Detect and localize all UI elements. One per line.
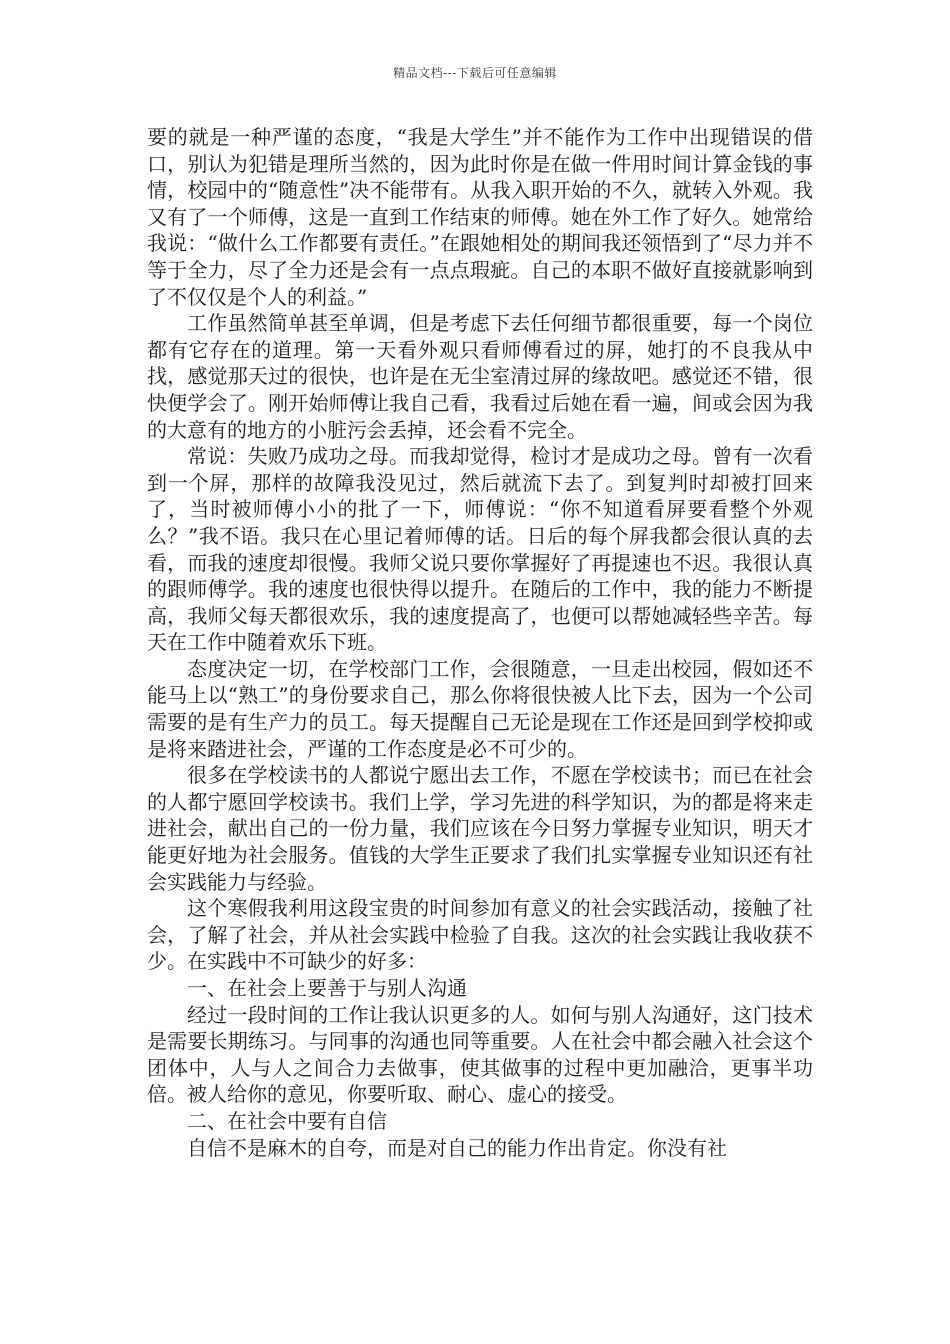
- paragraph: 工作虽然简单甚至单调，但是考虑下去任何细节都很重要，每一个岗位都有它存在的道理。第一天看外观只看师傅看过的屏，她打的不良我从中找，感觉那天过的很快，也许是在无尘室清过屏的缘故吧。感觉还不错，很快便学会了。刚开始师傅让我自己看，我看过后她在看一遍，间或会因为我的大意有的地方的小脏污会丢掉，还会看不完全。: [147, 311, 813, 442]
- paragraph: 态度决定一切，在学校部门工作，会很随意，一旦走出校园，假如还不能马上以“熟工”的身份要求自己，那么你将很快被人比下去，因为一个公司需要的是有生产力的员工。每天提醒自己无论是现在工作还是回到学校抑或是将来踏进社会，严谨的工作态度是必不可少的。: [147, 656, 813, 761]
- paragraph: 很多在学校读书的人都说宁愿出去工作，不愿在学校读书；而已在社会的人都宁愿回学校读书。我们上学，学习先进的科学知识，为的都是将来走进社会，献出自己的一份力量，我们应该在今日努力掌握专业知识，明天才能更好地为社会服务。值钱的大学生正要求了我们扎实掌握专业知识还有社会实践能力与经验。: [147, 763, 813, 894]
- section-heading: 二、在社会中要有自信: [187, 1108, 387, 1133]
- paragraph: 自信不是麻木的自夸，而是对自己的能力作出肯定。你没有社: [187, 1135, 727, 1160]
- paragraph: 要的就是一种严谨的态度，“我是大学生”并不能作为工作中出现错误的借口，别认为犯错是理所当然的，因为此时你是在做一件用时间计算金钱的事情，校园中的“随意性”决不能带有。从我入职开始的不久，就转入外观。我又有了一个师傅，这是一直到工作结束的师傅。她在外工作了好久。她常给我说：“做什么工作都要有责任。”在跟她相处的期间我还领悟到了“尽力并不等于全力，尽了全力还是会有一点点瑕疵。自己的本职不做好直接就影响到了不仅仅是个人的利益。”: [147, 125, 813, 309]
- paragraph: 常说：失败乃成功之母。而我却觉得，检讨才是成功之母。曾有一次看到一个屏，那样的故障我没见过，然后就流下去了。到复判时却被打回来了，当时被师傅小小的批了一下，师傅说：“你不知道看屏要看整个外观么？”我不语。我只在心里记着师傅的话。日后的每个屏我都会很认真的去看，而我的速度却很慢。我师父说只要你掌握好了再提速也不迟。我很认真的跟师傅学。我的速度也很快得以提升。在随后的工作中，我的能力不断提高，我师父每天都很欢乐，我的速度提高了，也便可以帮她减轻些辛苦。每天在工作中随着欢乐下班。: [147, 444, 813, 655]
- document-body: [147, 124, 813, 1161]
- page-header: 精品文档---下载后可任意编辑: [393, 66, 557, 80]
- section-heading: 一、在社会上要善于与别人沟通: [187, 976, 467, 1000]
- paragraph: 这个寒假我利用这段宝贵的时间参加有意义的社会实践活动，接触了社会，了解了社会，并从社会实践中检验了自我。这次的社会实践让我收获不少。在实践中不可缺少的好多：: [147, 896, 813, 974]
- paragraph: 经过一段时间的工作让我认识更多的人。如何与别人沟通好，这门技术是需要长期练习。与同事的沟通也同等重要。人在社会中都会融入社会这个团体中，人与人之间合力去做事，使其做事的过程中更加融洽，更事半功倍。被人给你的意见，你要听取、耐心、虚心的接受。: [147, 1002, 813, 1107]
